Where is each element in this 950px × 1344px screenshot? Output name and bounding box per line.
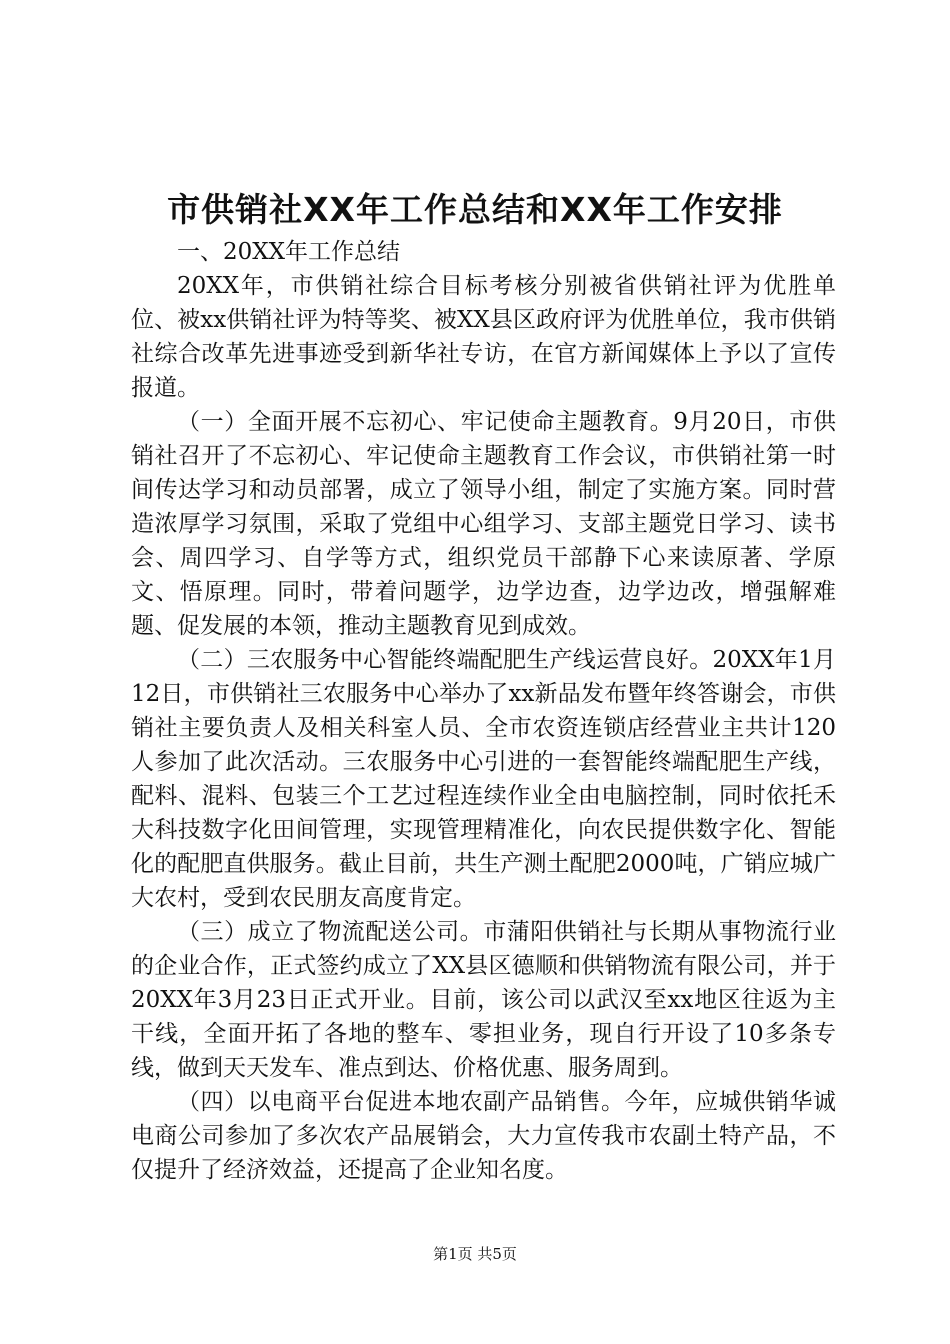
paragraph-summary: 20XX年，市供销社综合目标考核分别被省供销社评为优胜单位、被xx供销社评为特等奖、被XX县区政府评为优胜单位，我市供销社综合改革先进事迹受到新华社专访，在官方新闻媒体上予以了宣传报道。 bbox=[131, 273, 836, 401]
document-title: 市供销社XX年工作总结和XX年工作安排 bbox=[167, 190, 783, 229]
section-heading: 一、20XX年工作总结 bbox=[177, 239, 401, 265]
paragraph-item-2: （二）三农服务中心智能终端配肥生产线运营良好。20XX年1月12日，市供销社三农服务中心举办了xx新品发布暨年终答谢会，市供销社主要负责人及相关科室人员、全市农资连锁店经营业主共计120人参加了此次活动。三农服务中心引进的一套智能终端配肥生产线，配料、混料、包装三个工艺过程连续作业全由电脑控制，同时依托禾大科技数字化田间管理，实现管理精准化，向农民提供数字化、智能化的配肥直供服务。截止目前，共生产测土配肥2000吨，广销应城广大农村，受到农民朋友高度肯定。 bbox=[131, 647, 836, 911]
document-body bbox=[131, 235, 836, 1187]
paragraph-item-3: （三）成立了物流配送公司。市蒲阳供销社与长期从事物流行业的企业合作，正式签约成立了XX县区德顺和供销物流有限公司，并于20XX年3月23日正式开业。目前，该公司以武汉至xx地区往返为主干线，全面开拓了各地的整车、零担业务，现自行开设了10多条专线，做到天天发车、准点到达、价格优惠、服务周到。 bbox=[131, 919, 836, 1081]
paragraph-item-4: （四）以电商平台促进本地农副产品销售。今年，应城供销华诚电商公司参加了多次农产品展销会，大力宣传我市农副土特产品，不仅提升了经济效益，还提高了企业知名度。 bbox=[131, 1089, 836, 1183]
page-footer: 第1页 共5页 bbox=[433, 1245, 517, 1263]
paragraph-item-1: （一）全面开展不忘初心、牢记使命主题教育。9月20日，市供销社召开了不忘初心、牢记使命主题教育工作会议，市供销社第一时间传达学习和动员部署，成立了领导小组，制定了实施方案。同时营造浓厚学习氛围，采取了党组中心组学习、支部主题党日学习、读书会、周四学习、自学等方式，组织党员干部静下心来读原著、学原文、悟原理。同时，带着问题学，边学边查，边学边改，增强解难题、促发展的本领，推动主题教育见到成效。 bbox=[131, 409, 836, 639]
